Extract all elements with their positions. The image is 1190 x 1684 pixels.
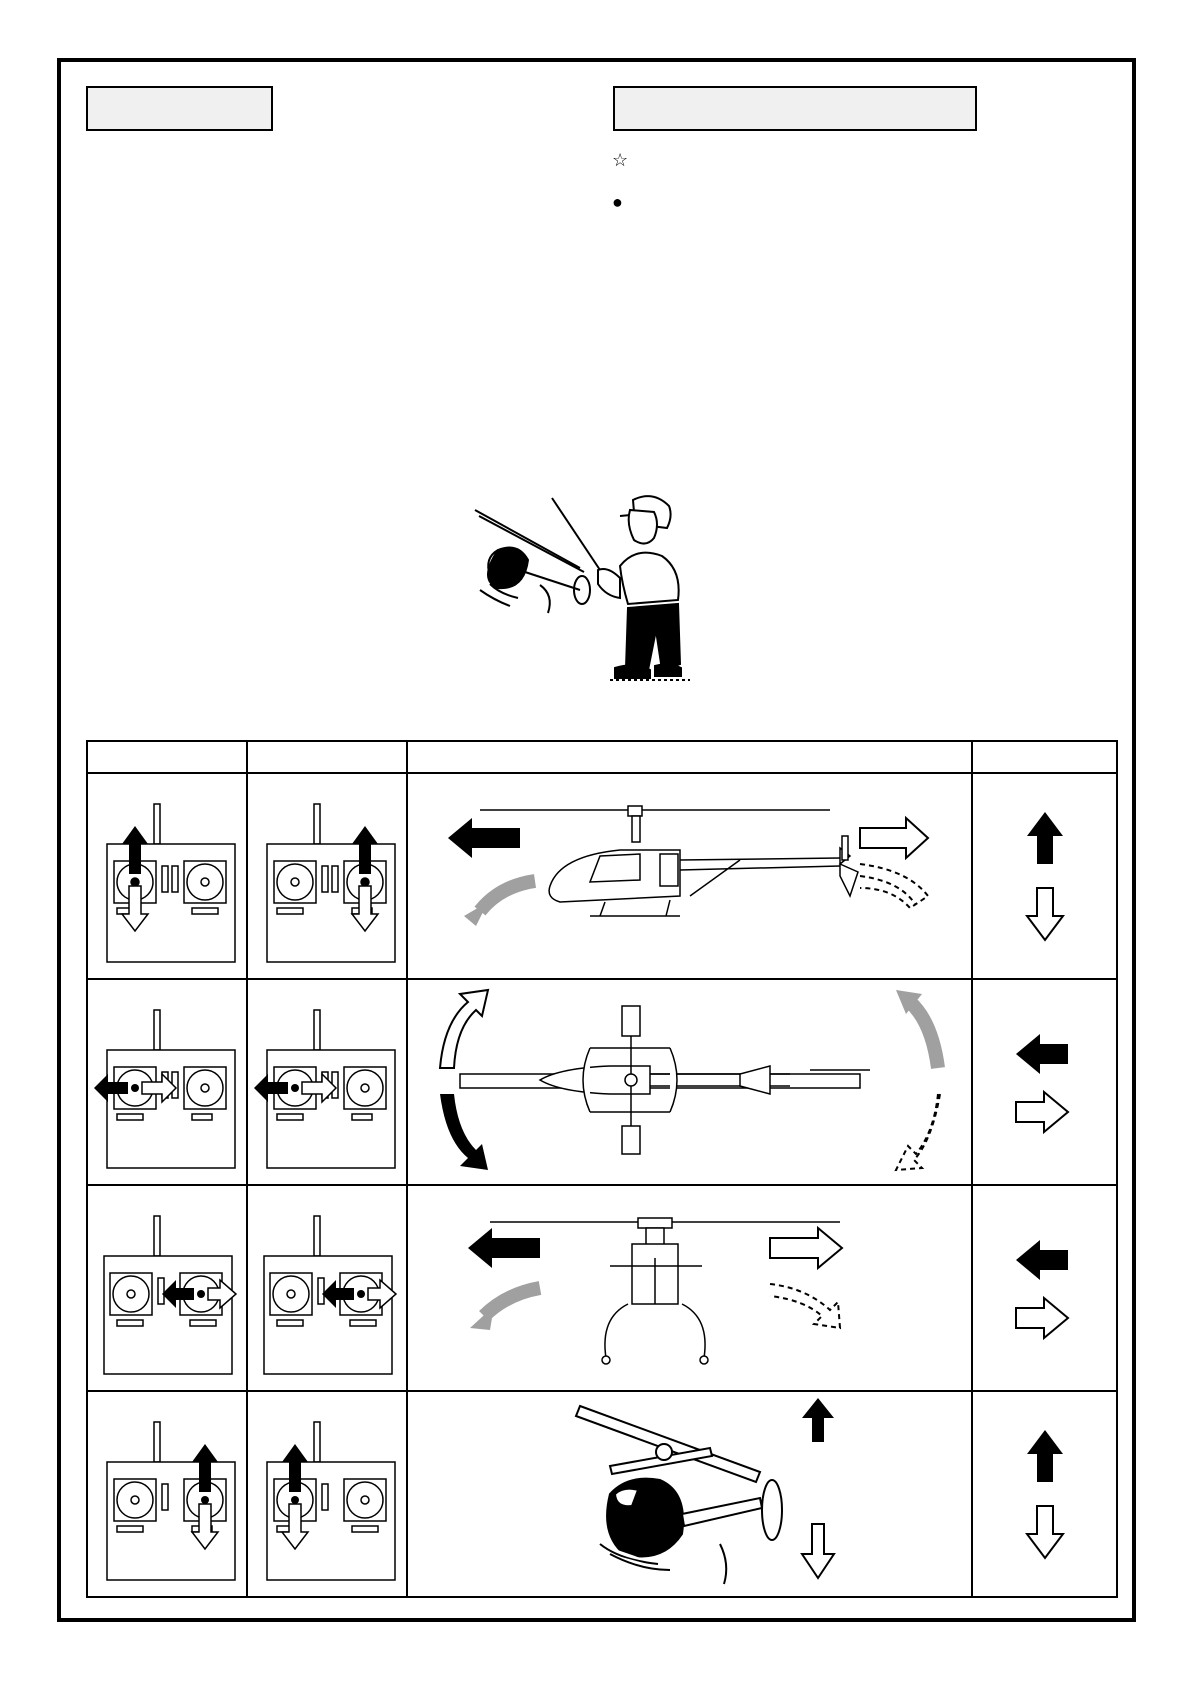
helicopter-top-view-icon <box>410 982 970 1182</box>
helicopter-side-view-icon <box>410 776 970 976</box>
control-table <box>86 740 1118 1598</box>
transmitter-right-stick-horizontal-icon <box>92 1198 242 1378</box>
transmitter-left-stick-vertical-icon <box>252 1404 402 1584</box>
left-right-arrows-icon <box>1010 1218 1080 1358</box>
transmitter-mode2-yaw <box>247 979 407 1185</box>
table-header-row <box>87 741 1117 773</box>
transmitter-left-stick-horizontal-icon <box>92 992 242 1172</box>
transmitter-mode2-throttle <box>247 1391 407 1597</box>
transmitter-left-stick-horizontal-icon <box>252 992 402 1172</box>
up-down-arrows-icon <box>1015 1424 1075 1564</box>
header-mode2 <box>247 741 407 773</box>
header-motion <box>407 741 972 773</box>
transmitter-right-stick-horizontal-icon <box>252 1198 402 1378</box>
table-row-pitch <box>87 773 1117 979</box>
transmitter-mode1-pitch <box>87 773 247 979</box>
direction-roll <box>972 1185 1117 1391</box>
transmitter-right-stick-vertical-icon <box>252 786 402 966</box>
motion-roll-illustration <box>407 1185 972 1391</box>
transmitter-left-stick-vertical-icon <box>92 786 242 966</box>
direction-throttle <box>972 1391 1117 1597</box>
transmitter-mode1-yaw <box>87 979 247 1185</box>
motion-pitch-illustration <box>407 773 972 979</box>
motion-throttle-illustration <box>407 1391 972 1597</box>
header-direction <box>972 741 1117 773</box>
transmitter-mode2-pitch <box>247 773 407 979</box>
up-down-arrows-icon <box>1015 806 1075 946</box>
table-row-roll <box>87 1185 1117 1391</box>
motion-yaw-illustration <box>407 979 972 1185</box>
transmitter-right-stick-vertical-icon <box>92 1404 242 1584</box>
header-mode1 <box>87 741 247 773</box>
filled-dot-icon: ● <box>612 192 623 212</box>
helicopter-front-view-icon <box>410 1188 970 1388</box>
transmitter-mode1-roll <box>87 1185 247 1391</box>
transmitter-mode2-roll <box>247 1185 407 1391</box>
transmitter-mode1-throttle <box>87 1391 247 1597</box>
left-title-box <box>86 86 273 131</box>
right-title-box <box>613 86 977 131</box>
pilot-flying-helicopter-illustration <box>470 480 700 700</box>
direction-pitch <box>972 773 1117 979</box>
star-outline-icon: ☆ <box>612 150 629 170</box>
table-row-yaw <box>87 979 1117 1185</box>
left-right-arrows-icon <box>1010 1012 1080 1152</box>
helicopter-hover-icon <box>410 1394 970 1594</box>
table-row-throttle <box>87 1391 1117 1597</box>
direction-yaw <box>972 979 1117 1185</box>
